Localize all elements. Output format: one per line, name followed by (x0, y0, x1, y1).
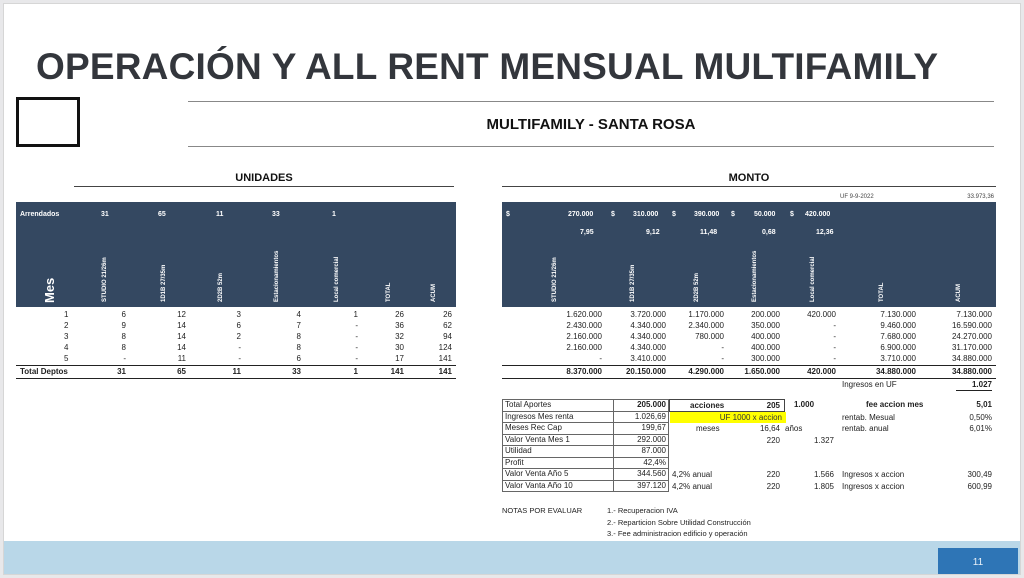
table-row (16, 353, 456, 364)
cell: 1.620.000 (566, 310, 602, 319)
cell: 7.130.000 (880, 310, 916, 319)
cell: 17 (395, 354, 404, 363)
uf-date-label: UF 9-9-2022 (840, 194, 874, 200)
cell: 1 (353, 367, 358, 376)
cell: - (721, 343, 724, 352)
unidades-header-band (16, 202, 456, 307)
cell: 11 (232, 367, 241, 376)
note-item: 2.- Reparticion Sobre Utilidad Construcción (607, 518, 751, 527)
acciones-value: 205 (766, 401, 780, 410)
cell: 12 (177, 310, 186, 319)
uf-price-local: 12,36 (816, 229, 834, 236)
slide (3, 3, 1021, 575)
table-row (503, 457, 669, 469)
cell: 141 (390, 367, 404, 376)
cell: 4 (64, 343, 69, 352)
cell: 3.720.000 (630, 310, 666, 319)
rentab-anual-label: rentab. anual (842, 424, 889, 433)
arrendados-studio: 31 (101, 211, 109, 218)
note-item: 1.- Recuperacion IVA (607, 506, 678, 515)
cell: 65 (177, 367, 186, 376)
cell: 33 (292, 367, 301, 376)
venta10-a: 220 (766, 482, 780, 491)
col-acum: ACUM (431, 284, 437, 302)
divider (188, 146, 994, 147)
cell: 6 (236, 321, 241, 330)
cell: 31.170.000 (951, 343, 992, 352)
currency-sign: $ (790, 211, 794, 218)
table-row (503, 469, 669, 481)
arrendados-estac: 33 (272, 211, 280, 218)
cell: 199,67 (614, 423, 669, 435)
col-acum: ACUM (956, 284, 962, 302)
anual-5: 4,2% anual (672, 470, 713, 479)
acciones-extra: 1.000 (794, 400, 815, 409)
acciones-box (669, 399, 785, 412)
table-row (16, 309, 456, 320)
cell: Valor Venta Año 5 (503, 469, 614, 481)
page-number: 11 (938, 548, 1018, 575)
cell: - (123, 354, 126, 363)
anos-label: años (785, 424, 803, 433)
cell: 24.270.000 (951, 332, 992, 341)
cell: 4.340.000 (630, 332, 666, 341)
cell: 420.000 (807, 310, 836, 319)
price-local: 420.000 (805, 211, 831, 218)
cell: 26 (443, 310, 452, 319)
table-row (502, 309, 996, 320)
cell: 292.000 (614, 434, 669, 446)
cell: 6.900.000 (880, 343, 916, 352)
table-row (16, 342, 456, 353)
rentab-mes-label: rentab. Mesual (842, 413, 895, 422)
col-local: Local comercial (810, 256, 816, 302)
cell: 350.000 (751, 321, 780, 330)
price-1d1b: 310.000 (633, 211, 659, 218)
uf-value: 33.973,36 (967, 194, 994, 200)
cell: 200.000 (751, 310, 780, 319)
table-row (502, 320, 996, 331)
cell: 205.000 (614, 400, 669, 412)
cell: 300.000 (751, 354, 780, 363)
ingresos-accion-5-value: 300,49 (967, 470, 992, 479)
cell: Total Aportes (503, 400, 614, 412)
cell: 3 (236, 310, 241, 319)
cell: 8 (121, 332, 126, 341)
cell: 9.460.000 (880, 321, 916, 330)
cell: 2.160.000 (566, 343, 602, 352)
col-studio: STUDIO 21/26m (102, 257, 108, 302)
uf-price-studio: 7,95 (580, 229, 594, 236)
cell: 344.560 (614, 469, 669, 481)
cell: 7.130.000 (956, 310, 992, 319)
placeholder-box (16, 97, 80, 147)
col-total: TOTAL (386, 282, 392, 302)
uf-price-estac: 0,68 (762, 229, 776, 236)
table-row (503, 400, 669, 412)
cell: - (833, 354, 836, 363)
meses-value: 16,64 (759, 424, 780, 433)
col-2d2b: 2D2B 52m (218, 272, 224, 302)
cell: 1.170.000 (688, 310, 724, 319)
cell: 7.680.000 (880, 332, 916, 341)
cell: 87.000 (614, 446, 669, 458)
cell: 3 (64, 332, 69, 341)
note-item: 3.- Fee administracion edificio y operación (607, 529, 748, 538)
venta5-b: 1.566 (813, 470, 834, 479)
cell: 16.590.000 (951, 321, 992, 330)
cell: - (599, 354, 602, 363)
cell: - (833, 332, 836, 341)
cell: 4.340.000 (630, 343, 666, 352)
venta1-a: 220 (766, 436, 780, 445)
meses-label: meses (696, 424, 720, 433)
ingresos-accion-10-label: Ingresos x accion (842, 482, 905, 491)
rentab-anual-value: 6,01% (969, 424, 992, 433)
currency-sign: $ (611, 211, 615, 218)
cell: 8 (296, 332, 301, 341)
col-estacionamientos: Estacionamientos (274, 250, 280, 302)
cell: 141 (438, 367, 452, 376)
cell: 32 (395, 332, 404, 341)
table-row (16, 331, 456, 342)
cell: 30 (395, 343, 404, 352)
cell: 420.000 (807, 367, 836, 376)
col-1d1b: 1D1B 27/35m (161, 264, 167, 302)
cell: Valor Vanta Año 10 (503, 480, 614, 492)
cell: 36 (395, 321, 404, 330)
cell: Valor Venta Mes 1 (503, 434, 614, 446)
cell: - (355, 354, 358, 363)
cell: 1 (353, 310, 358, 319)
currency-sign: $ (672, 211, 676, 218)
cell: - (355, 343, 358, 352)
cell: 2 (236, 332, 241, 341)
ingresos-uf-label: Ingresos en UF (842, 380, 897, 389)
rentab-mes-value: 0,50% (969, 413, 992, 422)
cell: - (238, 354, 241, 363)
cell: Total Deptos (20, 367, 68, 376)
table-row (16, 320, 456, 331)
venta10-b: 1.805 (813, 482, 834, 491)
notes-label: NOTAS POR EVALUAR (502, 506, 583, 515)
cell: Profit (503, 457, 614, 469)
cell: 8 (121, 343, 126, 352)
arrendados-label: Arrendados (20, 211, 60, 218)
fee-label: fee accion mes (866, 400, 924, 409)
col-studio: STUDIO 21/26m (552, 257, 558, 302)
calc-table (502, 399, 669, 492)
cell: 62 (443, 321, 452, 330)
venta5-a: 220 (766, 470, 780, 479)
venta1-b: 1.327 (813, 436, 834, 445)
cell: 3.710.000 (880, 354, 916, 363)
cell: 5 (64, 354, 69, 363)
cell: 400.000 (751, 343, 780, 352)
cell: - (833, 343, 836, 352)
cell: 6 (296, 354, 301, 363)
cell: 8 (296, 343, 301, 352)
total-row (502, 366, 996, 377)
ingresos-uf-value: 1.027 (956, 379, 992, 391)
cell: 397.120 (614, 480, 669, 492)
arrendados-2d2b: 11 (216, 211, 224, 218)
anual-10: 4,2% anual (672, 482, 713, 491)
arrendados-1d1b: 65 (158, 211, 166, 218)
cell: 94 (443, 332, 452, 341)
footer-band (4, 541, 1021, 575)
col-1d1b: 1D1B 27/35m (630, 264, 636, 302)
table-row (503, 434, 669, 446)
cell: 14 (177, 343, 186, 352)
divider (502, 186, 996, 187)
ingresos-accion-10-value: 600,99 (967, 482, 992, 491)
cell: 2.430.000 (566, 321, 602, 330)
cell: 42,4% (614, 457, 669, 469)
cell: 14 (177, 332, 186, 341)
col-estacionamientos: Estacionamientos (752, 250, 758, 302)
cell: 34.880.000 (951, 354, 992, 363)
cell: 8.370.000 (566, 367, 602, 376)
cell: 4 (296, 310, 301, 319)
cell: 20.150.000 (625, 367, 666, 376)
cell: 1.026,69 (614, 411, 669, 423)
table-row (503, 411, 669, 423)
arrendados-local: 1 (332, 211, 336, 218)
table-row (503, 446, 669, 458)
subtitle: MULTIFAMILY - SANTA ROSA (486, 116, 696, 133)
table-row (502, 342, 996, 353)
total-row (16, 366, 456, 377)
col-2d2b: 2D2B 52m (694, 272, 700, 302)
cell: 4.340.000 (630, 321, 666, 330)
uf-price-2d2b: 11,48 (700, 229, 718, 236)
slide-title: OPERACIÓN Y ALL RENT MENSUAL MULTIFAMILY (36, 46, 939, 87)
cell: 4.290.000 (688, 367, 724, 376)
uf-price-1d1b: 9,12 (646, 229, 660, 236)
cell: 1.650.000 (744, 367, 780, 376)
cell: 400.000 (751, 332, 780, 341)
col-local: Local comercial (334, 256, 340, 302)
price-2d2b: 390.000 (694, 211, 720, 218)
table-row (503, 480, 669, 492)
cell: - (355, 321, 358, 330)
divider (16, 378, 456, 379)
cell: Ingresos Mes renta (503, 411, 614, 423)
cell: 780.000 (695, 332, 724, 341)
cell: 1 (64, 310, 69, 319)
fee-value: 5,01 (976, 400, 992, 409)
price-estac: 50.000 (754, 211, 776, 218)
monto-header: MONTO (728, 172, 770, 184)
cell: - (721, 354, 724, 363)
table-row (502, 353, 996, 364)
acciones-label: acciones (690, 401, 725, 410)
ingresos-uf-row (502, 379, 996, 390)
cell: - (355, 332, 358, 341)
cell: 2 (64, 321, 69, 330)
cell: 2.340.000 (688, 321, 724, 330)
col-total: TOTAL (879, 282, 885, 302)
divider (188, 101, 994, 102)
cell: 26 (395, 310, 404, 319)
cell: 9 (121, 321, 126, 330)
cell: - (833, 321, 836, 330)
cell: 11 (177, 354, 186, 363)
mes-label: Mes (42, 277, 57, 303)
cell: 6 (121, 310, 126, 319)
table-row (502, 331, 996, 342)
cell: 2.160.000 (566, 332, 602, 341)
monto-header-band (502, 202, 996, 307)
cell: 3.410.000 (630, 354, 666, 363)
cell: 124 (438, 343, 452, 352)
currency-sign: $ (506, 211, 510, 218)
cell: 34.880.000 (951, 367, 992, 376)
cell: 14 (177, 321, 186, 330)
cell: - (238, 343, 241, 352)
currency-sign: $ (731, 211, 735, 218)
cell: Utilidad (503, 446, 614, 458)
ingresos-accion-5-label: Ingresos x accion (842, 470, 905, 479)
uf-accion-highlight: UF 1000 x accion (670, 412, 786, 423)
table-row (503, 423, 669, 435)
divider (74, 186, 454, 187)
cell: 34.880.000 (875, 367, 916, 376)
price-studio: 270.000 (568, 211, 594, 218)
cell: 31 (117, 367, 126, 376)
unidades-header: UNIDADES (235, 172, 293, 184)
cell: 141 (438, 354, 452, 363)
cell: 7 (296, 321, 301, 330)
cell: Meses Rec Cap (503, 423, 614, 435)
